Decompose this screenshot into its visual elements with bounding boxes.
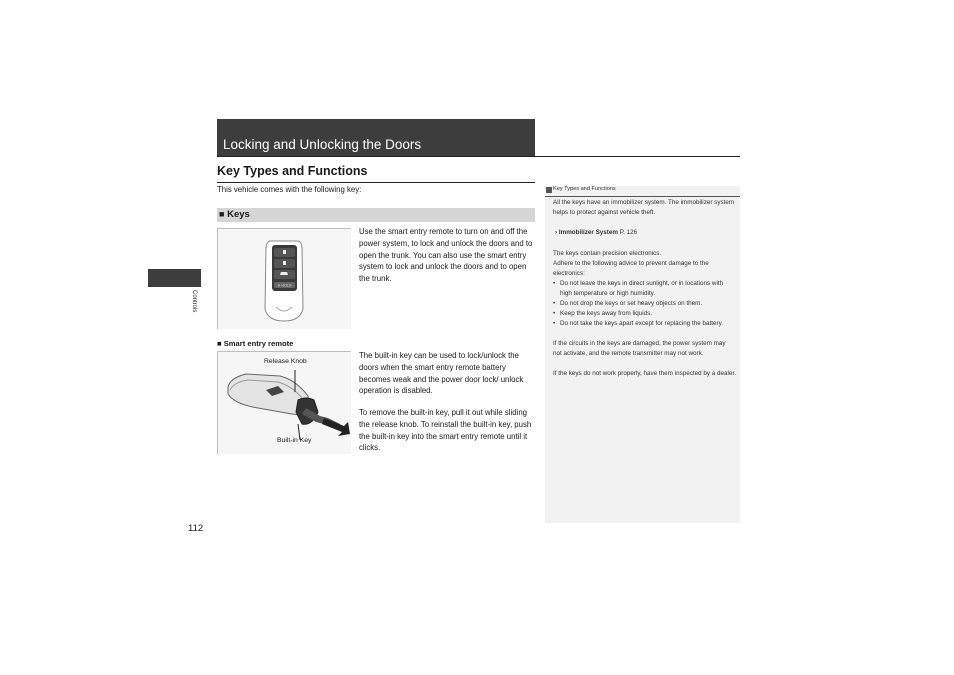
note-bullet: • Keep the keys away from liquids. xyxy=(553,309,736,319)
pull-direction-arrow-icon xyxy=(322,418,350,436)
smart-remote-paragraph-1: The built-in key can be used to lock/unlock the doors when the smart entry remote battery becomes weak and the power door lock/ unlock operation is disabled. xyxy=(359,351,524,396)
keys-subheading xyxy=(219,209,250,220)
chapter-title: Locking and Unlocking the Doors xyxy=(223,137,422,152)
chapter-side-tab xyxy=(148,269,201,287)
section-heading: Key Types and Functions xyxy=(217,164,368,178)
smart-remote-subheading-label: Smart entry remote xyxy=(223,339,294,348)
note-bullet-text: Do not take the keys apart except for replacing the battery. xyxy=(560,320,723,327)
note-paragraph-2a: The keys contain precision electronics. xyxy=(553,250,662,257)
reference-arrow-icon: › xyxy=(555,229,558,236)
keys-subheading-label: Keys xyxy=(227,209,250,220)
section-intro: This vehicle comes with the following key: xyxy=(217,185,362,194)
side-note-header: Key Types and Functions xyxy=(553,186,616,192)
chapter-side-label: Controls xyxy=(191,290,197,313)
keys-subheading-bar xyxy=(217,208,535,222)
release-knob-callout: Release Knob xyxy=(264,358,307,365)
built-in-key-illustration xyxy=(217,351,351,454)
built-in-key-callout: Built-in Key xyxy=(277,437,312,444)
smart-key-fob-illustration xyxy=(217,228,351,329)
note-bullet: • Do not leave the keys in direct sunlight, or in locations with high temperature or high humidity. xyxy=(553,279,736,299)
section-divider xyxy=(217,182,535,183)
reference-page: P. 126 xyxy=(618,229,638,236)
keys-description: Use the smart entry remote to turn on and off the power system, to lock and unlock the doors and to open the trunk. You can also use the smart entry system to lock and unlock the doors and to open the trunk. xyxy=(359,227,533,284)
note-bookmark-icon xyxy=(546,187,552,193)
smart-remote-paragraph-2: To remove the built-in key, pull it out while sliding the release knob. To reinstall the built-in key, push the built-in key into the smart entry remote until it clicks. xyxy=(359,408,532,453)
note-paragraph-4: If the keys do not work properly, have them inspected by a dealer. xyxy=(553,370,736,377)
title-divider xyxy=(217,156,740,157)
page-number: 112 xyxy=(188,523,204,534)
square-bullet-icon: ■ xyxy=(217,339,222,348)
note-cross-reference[interactable] xyxy=(555,228,745,238)
note-bullet: • Do not take the keys apart except for replacing the battery. xyxy=(553,319,736,329)
note-paragraph-1: All the keys have an immobilizer system. The immobilizer system helps to protect against vehicle theft. xyxy=(553,199,735,216)
hold-label: ⊘ HOLD xyxy=(277,283,292,288)
note-bullet-text: Do not leave the keys in direct sunlight, or in locations with high temperature or high humidity. xyxy=(560,280,724,297)
note-bullet-text: Keep the keys away from liquids. xyxy=(560,310,653,317)
smart-remote-subheading xyxy=(217,339,293,348)
reference-title: Immobilizer System xyxy=(558,229,619,236)
note-paragraph-3: If the circuits in the keys are damaged, the power system may not activate, and the remote transmitter may not work. xyxy=(553,340,726,357)
note-bullet-text: Do not drop the keys or set heavy objects on them. xyxy=(560,300,703,307)
note-bullet: • Do not drop the keys or set heavy objects on them. xyxy=(553,299,736,309)
note-paragraph-2b: Adhere to the following advice to prevent damage to the electronics: xyxy=(553,260,709,277)
key-fob-drawing xyxy=(218,229,351,329)
square-bullet-icon: ■ xyxy=(219,209,225,219)
